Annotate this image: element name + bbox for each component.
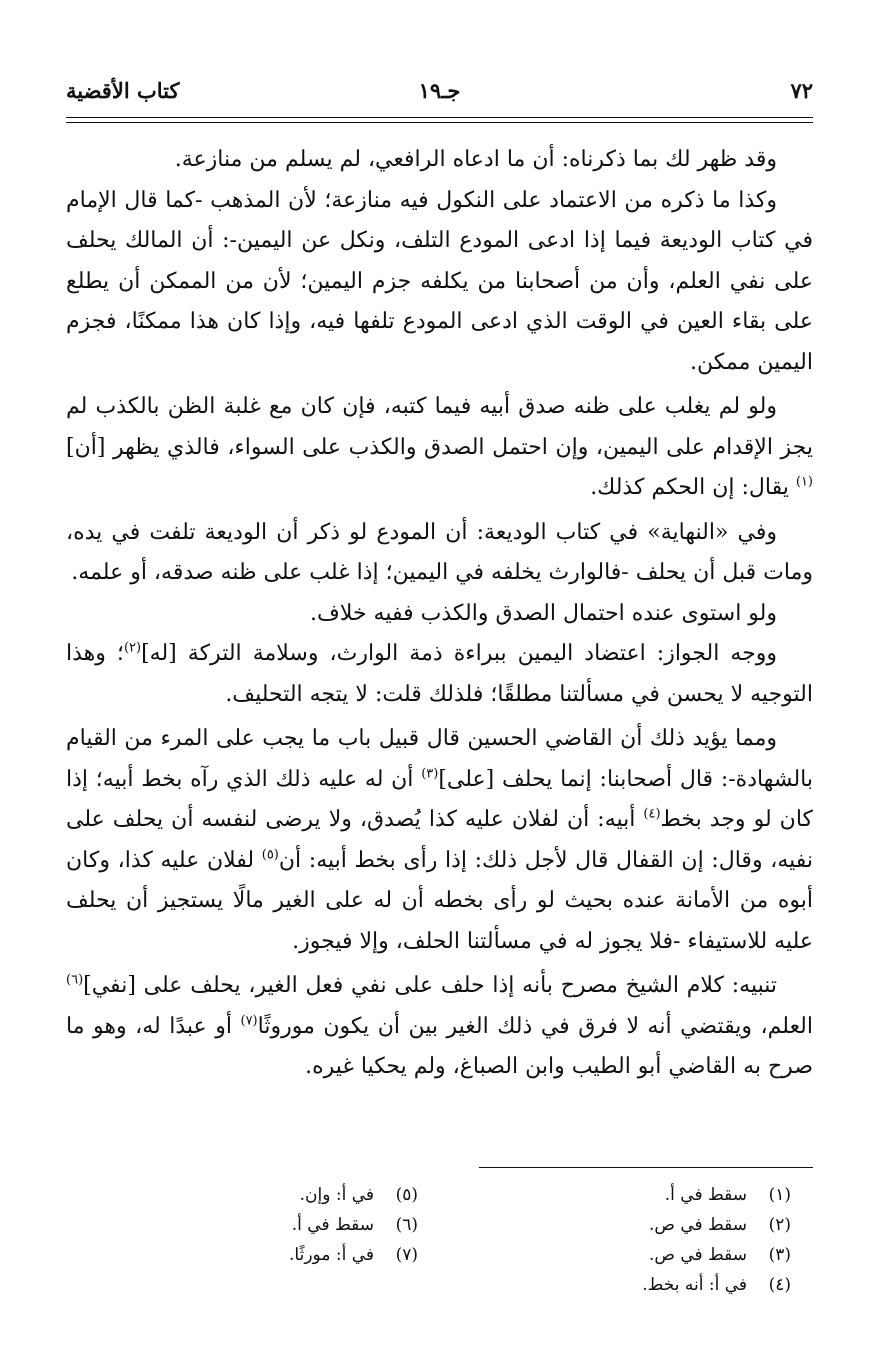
footnote: (٥)في أ: وإن.	[299, 1185, 418, 1205]
page-number: ٧٢	[790, 78, 813, 103]
paragraph: وفي «النهاية» في كتاب الوديعة: أن المودع لو ذكر أن الوديعة تلفت في يده، ومات قبل أن يحلف -فالوارث يخلفه في اليمين؛ إذا غلب على ظنه صدقه، أو علمه.	[66, 519, 813, 585]
header-rule-double	[66, 122, 813, 123]
footnote-separator	[479, 1167, 813, 1168]
footnote-ref: (٢)	[123, 640, 142, 656]
footnote-ref: (٤)	[643, 806, 661, 822]
footnote: (١)سقط في أ.	[664, 1185, 791, 1205]
running-header	[66, 78, 813, 110]
footnote: (٤)في أ: أنه بخط.	[642, 1275, 791, 1295]
paragraph: ووجه الجواز: اعتضاد اليمين ببراءة ذمة الوارث، وسلامة التركة [له]$^{(٢)}$؛ وهذا التوجيه لا يحسن في مسألتنا مطلقًا؛ فلذلك قلت: لا يتجه التحليف.	[66, 640, 813, 707]
paragraph: ولو استوى عنده احتمال الصدق والكذب ففيه خلاف.	[310, 600, 777, 626]
header-rule	[66, 117, 813, 118]
footnotes	[66, 1180, 813, 1315]
footnote-ref: (٧)	[240, 1013, 258, 1029]
footnote-ref: (٣)	[421, 766, 439, 782]
footnote: (٣)سقط في ص.	[648, 1245, 791, 1265]
paragraph: وكذا ما ذكره من الاعتماد على النكول فيه منازعة؛ لأن المذهب -كما قال الإمام في كتاب الوديعة فيما إذا ادعى المودع التلف، ونكل عن اليمين-: أن المالك يحلف على نفي العلم، وأن من أصحابنا من يكلفه جزم اليمين؛ لأن من الممكن أن يطلع على بقاء العين في الوقت الذي ادعى المودع تلفها فيه، وإذا كان هذا ممكنًا، فجزم اليمين ممكن.	[66, 187, 813, 375]
footnote-column-left	[58, 1180, 418, 1270]
footnote: (٦)سقط في أ.	[291, 1215, 418, 1235]
footnote-column-right	[431, 1180, 791, 1300]
footnote: (٧)في أ: مورثًا.	[289, 1245, 418, 1265]
paragraph: ومما يؤيد ذلك أن القاضي الحسين قال قبيل باب ما يجب على المرء من القيام بالشهادة-: قال أصحابنا: إنما يحلف [على]$^{(٣)}$ أن له عليه ذلك الذي رآه بخط أبيه؛ إذا كان لو وجد بخط$^{(٤)}$ أبيه: أن لفلان عليه كذا يُصدق، ولا يرضى لنفسه أن يحلف على نفيه، وقال: إن القفال قال لأجل ذلك: إذا رأى بخط أبيه: أن$^{(٥)}$ لفلان عليه كذا، وكان أبوه من الأمانة عنده بحيث لو رأى بخطه أن له على الغير مالًا يستجيز أن يحلف عليه للاستيفاء -فلا يجوز له في مسألتنا الحلف، وإلا فيجوز.	[66, 726, 814, 954]
paragraph: تنبيه: كلام الشيخ مصرح بأنه إذا حلف على نفي فعل الغير، يحلف على [نفي]$^{(٦)}$ العلم، ويقتضي أنه لا فرق في ذلك الغير بين أن يكون موروثًا$^{(٧)}$ أو عبدًا له، وهو ما صرح به القاضي أبو الطيب وابن الصباغ، ولم يحكيا غيره.	[66, 972, 813, 1079]
paragraph: وقد ظهر لك بما ذكرناه: أن ما ادعاه الرافعي، لم يسلم من منازعة.	[174, 147, 777, 172]
footnote-ref: (٥)	[261, 847, 279, 863]
volume-label: جـ١٩	[418, 78, 461, 103]
paragraph: ولو لم يغلب على ظنه صدق أبيه فيما كتبه، فإن كان مع غلبة الظن بالكذب لم يجز الإقدام على اليمين، وإن احتمل الصدق والكذب على السواء، فالذي يظهر [أن]$^{(١)}$ يقال: إن الحكم كذلك.	[66, 394, 813, 500]
footnote-ref: (٦)	[66, 972, 84, 988]
book-title: كتاب الأقضية	[66, 78, 180, 103]
footnote-ref: (١)	[795, 474, 813, 490]
main-text	[66, 140, 813, 1088]
footnote: (٢)سقط في ص.	[648, 1215, 791, 1235]
